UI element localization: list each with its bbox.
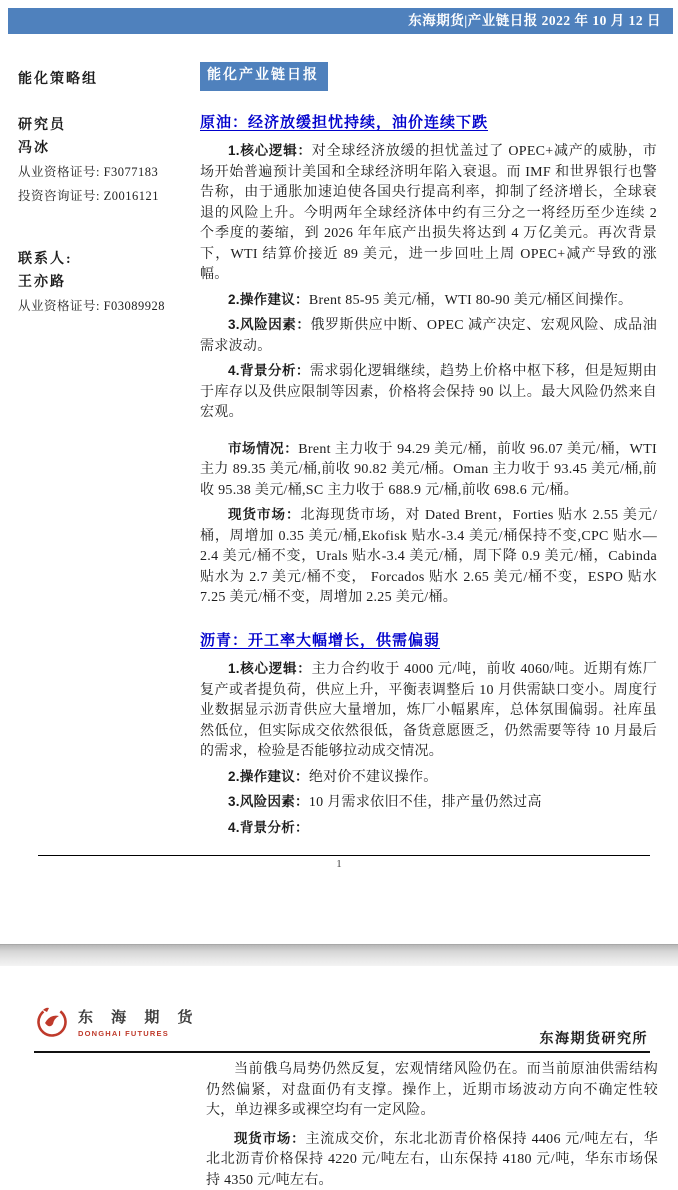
crude-oil-section-heading: 原油：经济放缓担忧持续，油价连续下跌 [200, 114, 489, 131]
crude-oil-spot-market [200, 505, 657, 609]
paragraph-label: 4.背景分析： [228, 363, 310, 378]
paragraph-text: Brent 85-95 美元/桶，WTI 80-90 美元/桶区间操作。 [308, 292, 633, 308]
donghai-futures-logo [34, 1000, 200, 1044]
paragraph-text: 主力合约收于 4000 元/吨，前收 4060/吨。近期有炼厂复产或者提负荷，供应上升，平衡表调整后 10 月供需缺口变小。周度行业数据显示沥青供应大量增加，炼厂小幅累库，总体氛围偏弱。社库虽然低位，但实际成交依然很低，备货意愿匮乏，仍然需要等待 10 月最后的需求，检验是否能够拉动成交情况。 [200, 662, 658, 759]
report-body [200, 62, 657, 839]
page2-header-rule [34, 1051, 650, 1053]
paragraph-label: 现货市场： [234, 1130, 306, 1146]
page-number: 1 [336, 858, 342, 870]
paragraph-label: 4.背景分析： [228, 819, 309, 835]
paragraph-label: 3.风险因素： [228, 317, 311, 332]
logo-chinese-name: 东 海 期 货 [78, 1009, 200, 1026]
paragraph-text: 主流成交价，东北北沥青价格保持 4406 元/吨左右，华北北沥青价格保持 4220 元/吨左右，山东保持 4180 元/吨，华东市场保持 4350 元/吨左右。 [206, 1131, 658, 1188]
asphalt-background-continued [206, 1060, 658, 1122]
crude-oil-risk-factors [200, 315, 657, 357]
paragraph-label: 现货市场： [228, 507, 301, 522]
paragraph-text: 俄罗斯供应中断、OPEC 减产决定、宏观风险、成品油需求波动。 [200, 318, 658, 354]
crude-oil-core-logic [200, 141, 657, 286]
asphalt-core-logic [200, 659, 657, 763]
asphalt-background [200, 818, 657, 840]
researcher-advisory-number: 投资咨询证号: Z0016121 [18, 189, 159, 203]
asphalt-section-heading: 沥青：开工率大幅增长，供需偏弱 [200, 632, 441, 649]
page2-body [206, 1060, 658, 1190]
paragraph-label: 1.核心逻辑： [228, 143, 312, 158]
paragraph-text: 对全球经济放缓的担忧盖过了 OPEC+减产的威胁，市场开始普遍预计美国和全球经济明年陷入衰退。而 IMF 和世界银行也警告称，由于通胀加速迫使各国央行提高利率，抑制了经济增长，全球衰退的风险上升。今明两年全球经济体中约有三分之一将经历至少连续 2 个季度的萎缩，到 2026 年年底产出损失将达到 4 万亿美元。再次背景下，WTI 结算价接近 89 美元，进一步回吐上周 OPEC+减产导致的涨幅。 [200, 144, 658, 282]
researcher-block [18, 114, 190, 208]
research-institute-name: 东海期货研究所 [539, 1032, 648, 1047]
contact-block [18, 248, 190, 318]
paragraph-label: 3.风险因素： [228, 794, 309, 809]
team-name: 能化策略组 [18, 72, 98, 87]
paragraph-text: 10 月需求依旧不佳，排产量仍然过高 [308, 795, 542, 810]
logo-text-block [78, 1006, 200, 1038]
paragraph-text: 当前俄乌局势仍然反复，宏观情绪风险仍在。而当前原油供需结构仍然偏紧，对盘面仍有支撑。操作上，近期市场波动方向不确定性较大，单边裸多或裸空均有一定风险。 [206, 1062, 658, 1118]
asphalt-risk-factors [200, 792, 657, 814]
page-separator [0, 944, 678, 966]
researcher-role-label: 研究员 [18, 118, 66, 133]
researcher-name: 冯冰 [18, 141, 50, 156]
contact-name: 王亦路 [18, 275, 66, 290]
researcher-cert-number: 从业资格证号: F3077183 [18, 165, 159, 179]
page1-footer-rule [38, 855, 650, 856]
paragraph-label: 2.操作建议： [228, 768, 309, 784]
paragraph-label: 市场情况： [228, 440, 299, 456]
report-title-badge: 能化产业链日报 [200, 62, 328, 91]
paragraph-text: 需求弱化逻辑继续，趋势上价格中枢下移，但是短期由于库存以及供应限制等因素，价格将会保持 90 以上。最大风险仍然来自宏观。 [200, 364, 658, 420]
crude-oil-market-summary [200, 439, 657, 502]
paragraph-text: Brent 主力收于 94.29 美元/桶，前收 96.07 美元/桶，WTI 主力 89.35 美元/桶,前收 90.82 美元/桶。Oman 主力收于 93.45 美元/桶,前收 95.38 美元/桶,SC 主力收于 688.9 元/桶,前收 698.6 元/桶。 [200, 441, 657, 498]
logo-english-name: DONGHAI FUTURES [78, 1029, 169, 1038]
analyst-sidebar [18, 68, 190, 318]
report-header-bar [8, 8, 673, 34]
asphalt-spot-market [206, 1129, 658, 1190]
crude-oil-background [200, 361, 657, 424]
asphalt-trade-advice [200, 767, 657, 789]
crude-oil-trade-advice [200, 290, 657, 312]
paragraph-text: 绝对价不建议操作。 [308, 769, 438, 785]
donghai-logo-icon [34, 1000, 72, 1044]
paragraph-label: 1.核心逻辑： [228, 661, 312, 676]
paragraph-text: 北海现货市场，对 Dated Brent，Forties 贴水 2.55 美元/桶，周增加 0.35 美元/桶,Ekofisk 贴水-3.4 美元/桶保持不变,CPC 贴水—2.4 美元/桶不变，Urals 贴水-3.4 美元/桶，周下降 0.9 美元/桶，Cabinda 贴水为 2.7 美元/桶不变， Forcados 贴水 2.65 美元/桶不变，ESPO 贴水 7.25 美元/桶不变，周增加 2.25 美元/桶。 [200, 508, 658, 605]
paragraph-label: 2.操作建议： [228, 291, 309, 307]
contact-label: 联系人: [18, 252, 73, 267]
contact-cert-number: 从业资格证号: F03089928 [18, 299, 166, 313]
report-header-title: 东海期货|产业链日报 2022 年 10 月 12 日 [408, 13, 661, 28]
